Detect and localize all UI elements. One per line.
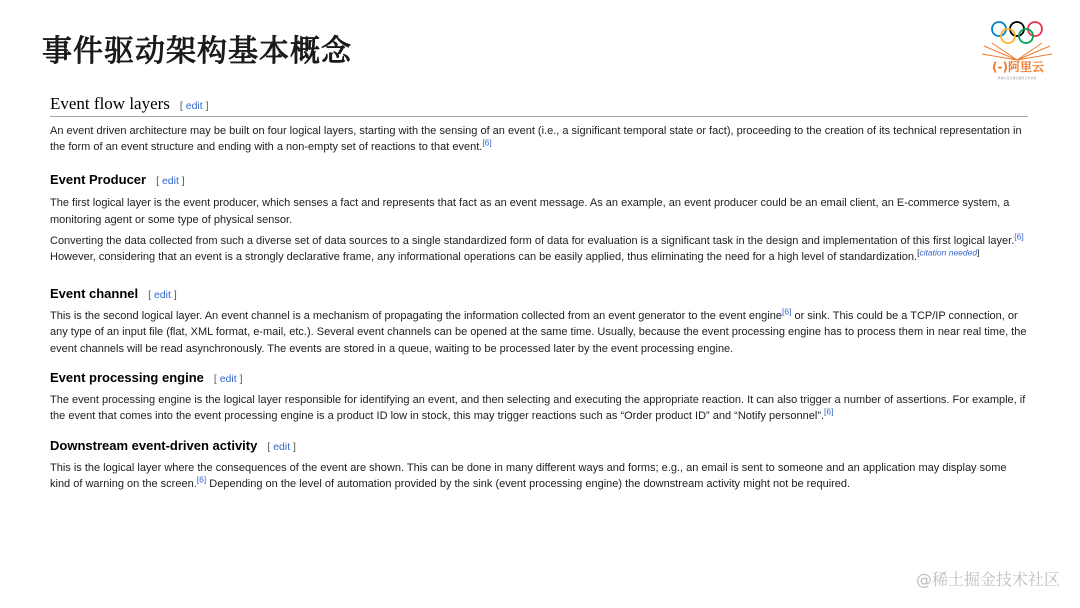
- edit-section-link: [ edit ]: [267, 441, 296, 454]
- producer-paragraph-2: Converting the data collected from such a diverse set of data sources to a single standardized form of data for evaluation is a significant task in the design and implementation of this first logical layer.[6] However, considering that an event is a strongly declarative frame, any informational operations can be easily applied, thus eliminating the need for a high level of standardization.[citation needed]: [50, 231, 1024, 264]
- reference-6[interactable]: [6]: [1014, 231, 1024, 242]
- channel-paragraph: This is the second logical layer. An event channel is a mechanism of propagating the information collected from an event generator to the event engine[6] or sink. This could be a TCP/IP connection, or any type of an input file (flat, XML format, e-mail, etc.). Several event channels can be opened at the same time. Usually, because the event processing engine has to process them in near real time, the event channels will be read asynchronously. The events are stored in a queue, waiting to be processed later by the event processing engine.: [50, 306, 1027, 355]
- slide-title: 事件驱动架构基本概念: [42, 34, 352, 69]
- section-heading-event-producer: Event Producer [ edit ]: [50, 172, 185, 188]
- edit-link[interactable]: edit: [161, 175, 179, 188]
- downstream-paragraph: This is the logical layer where the consequences of the event are shown. This can be done in many different ways and forms; e.g., an email is sent to someone and an application may display some kind of warning on the screen.[6] Depending on the level of automation provided by the sink (event processing engine) the downstream activity might not be required.: [50, 462, 1007, 491]
- edit-link[interactable]: edit: [219, 372, 237, 385]
- producer-paragraph-1: The first logical layer is the event producer, which senses a fact and represents that fact as an event message. As an example, an event producer could be an email client, an E-commerce system, a monitoring agent or some type of physical sensor.: [50, 197, 1010, 226]
- edit-section-link: [ edit ]: [156, 175, 185, 188]
- watermark: @稀土掘金技术社区: [915, 570, 1060, 589]
- section-heading-downstream-activity: Downstream event-driven activity [ edit ]: [50, 438, 296, 454]
- edit-section-link: [ edit ]: [148, 289, 177, 302]
- reference-6[interactable]: [6]: [196, 474, 207, 485]
- aliyun-tagline: 奥林匹克全球云服务合作伙伴: [997, 76, 1037, 80]
- edit-section-link: [ edit ]: [213, 372, 243, 385]
- edit-link[interactable]: edit: [273, 441, 291, 454]
- aliyun-brand: (-)阿里云: [992, 60, 1044, 74]
- intro-paragraph: An event driven architecture may be built on four logical layers, starting with the sensing of an event (i.e., a significant temporal state or fact), proceeding to the creation of its technical representation in the form of an event structure and ending with a non-empty set of reactions to that event.[6]: [50, 125, 1022, 154]
- reference-6[interactable]: [6]: [482, 137, 492, 148]
- edit-section-link: [ edit ]: [179, 100, 209, 112]
- section-heading-event-flow-layers: Event flow layers [ edit ]: [50, 94, 1028, 117]
- section-heading-event-channel: Event channel [ edit ]: [50, 286, 177, 302]
- edit-link[interactable]: edit: [153, 289, 171, 302]
- section-heading-event-processing-engine: Event processing engine [ edit ]: [50, 369, 243, 385]
- engine-paragraph: The event processing engine is the logical layer responsible for identifying an event, and then selecting and executing the appropriate reaction. It can also trigger a number of assertions. For example, if the event that comes into the event processing engine is a product ID low in stock, this may trigger reactions such as “Order product ID” and “Notify personnel”.[6]: [50, 393, 1026, 423]
- citation-needed-link[interactable]: [citation needed]: [917, 247, 980, 258]
- reference-6[interactable]: [6]: [824, 406, 834, 417]
- aliyun-olympic-logo: [978, 18, 1056, 94]
- edit-link[interactable]: edit: [185, 100, 203, 112]
- article-content: [50, 94, 1028, 493]
- reference-6[interactable]: [6]: [781, 306, 792, 317]
